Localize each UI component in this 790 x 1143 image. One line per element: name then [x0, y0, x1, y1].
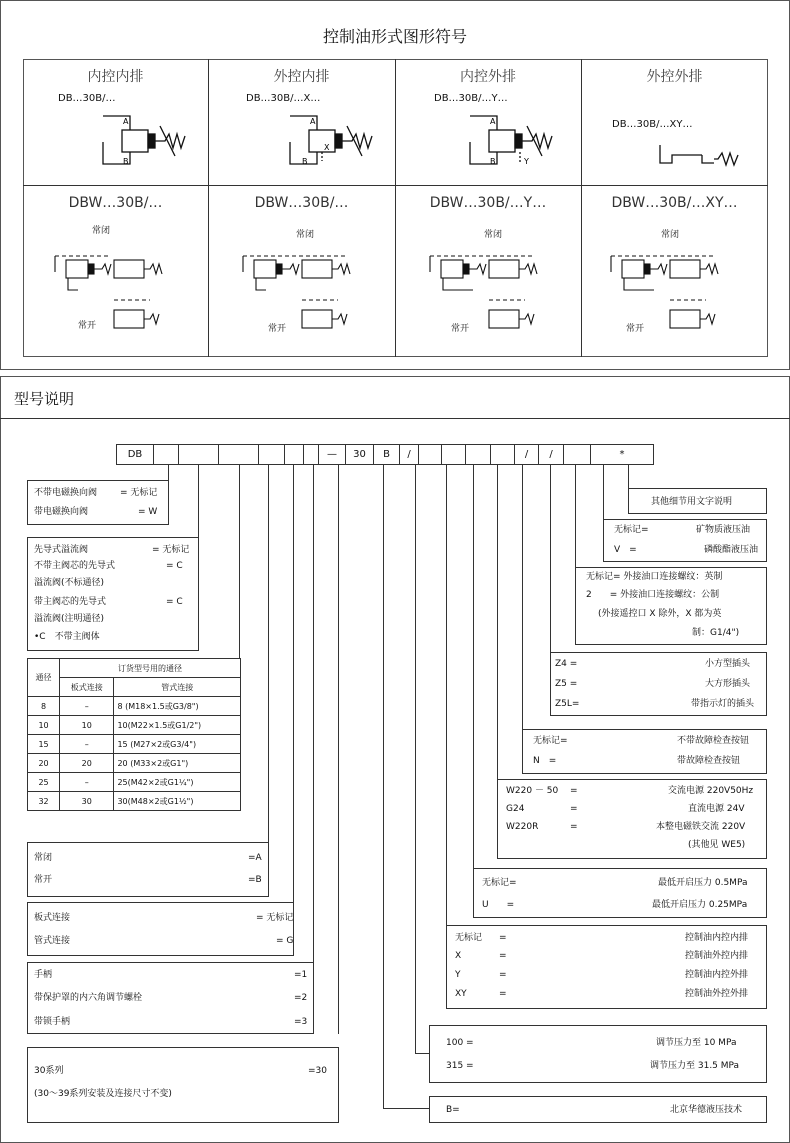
- option-label: 常闭: [34, 853, 53, 863]
- svg-text:A: A: [310, 117, 316, 126]
- option-label: 2 = 外接油口连接螺纹：公制: [586, 590, 720, 600]
- option-label: •C 不带主阀体: [34, 632, 100, 642]
- option-eq: =: [499, 951, 507, 961]
- table-cell: 10(M22×1.5或G1/2"): [114, 716, 241, 735]
- sym-code: DB…30B/…Y…: [434, 93, 508, 104]
- option-label: B=: [446, 1105, 460, 1115]
- option-label: Z5L=: [555, 699, 580, 709]
- code-segment: [284, 444, 304, 465]
- code-segment: 30: [345, 444, 374, 465]
- option-label: 板式连接: [34, 913, 71, 923]
- option-value: 北京华德液压技术: [670, 1105, 743, 1115]
- option-value: 矿物质液压油: [696, 525, 751, 535]
- connector: [268, 465, 269, 843]
- port-a-label: A: [123, 117, 129, 126]
- option-value: 不带故障检查按钮: [677, 736, 750, 746]
- table-cell: 25: [28, 773, 60, 792]
- solenoid-valve-symbol-3: [425, 238, 555, 338]
- option-value: =30: [308, 1066, 327, 1076]
- table-cell: 15 (M27×2或G3/4"): [114, 735, 241, 754]
- option-label: U =: [482, 900, 515, 910]
- size-table: [27, 658, 241, 811]
- option-eq: =: [499, 989, 507, 999]
- option-value: =A: [248, 853, 262, 863]
- relief-valve-symbol-4: [652, 135, 752, 175]
- table-cell: –: [60, 773, 114, 792]
- option-value: 控制油内控内排: [685, 933, 749, 943]
- table-row: [28, 735, 241, 754]
- option-value: =2: [294, 993, 308, 1003]
- col-diameter: 通径: [28, 659, 60, 697]
- option-label: (外接遥控口 X 除外，X 都为英: [598, 609, 722, 619]
- option-label: Y: [455, 970, 461, 980]
- option-label: Z4 =: [555, 659, 578, 669]
- svg-text:Y: Y: [524, 157, 529, 166]
- option-label: 无标记: [455, 933, 483, 943]
- sym-header: 内控内排: [87, 69, 144, 85]
- option-value: 磷酸酯液压油: [704, 545, 759, 555]
- option-value: =3: [294, 1017, 308, 1027]
- option-value: 控制油外控内排: [685, 951, 749, 961]
- valve-state-box: [27, 842, 269, 897]
- emergency-box: [522, 729, 767, 774]
- option-value: = G: [276, 936, 294, 946]
- option-value: 直流电源 24V: [688, 804, 745, 814]
- relief-valve-symbol-3: [462, 106, 562, 172]
- option-label: 溢流阀(注明通径): [34, 614, 105, 624]
- option-value: = 无标记: [256, 913, 294, 923]
- table-row: [28, 792, 241, 811]
- option-value: 调节压力至 31.5 MPa: [650, 1061, 740, 1071]
- option-value: 最低开启压力 0.25MPa: [652, 900, 748, 910]
- code-segment: /: [399, 444, 419, 465]
- connector: [575, 465, 576, 567]
- table-cell: 15: [28, 735, 60, 754]
- sym-code: DB…30B/…: [58, 93, 116, 104]
- option-label: N =: [533, 756, 557, 766]
- normally-open-label: 常开: [451, 324, 470, 334]
- option-label: 无标记=: [482, 878, 517, 888]
- code-segment: [418, 444, 442, 465]
- connector: [628, 465, 629, 488]
- option-value: 调节压力至 10 MPa: [656, 1038, 737, 1048]
- normally-closed-label: 常闭: [92, 226, 111, 236]
- option-value: 小方型插头: [705, 659, 751, 669]
- connector: [239, 465, 240, 658]
- svg-text:X: X: [324, 143, 330, 152]
- relief-valve-symbol-1: [95, 106, 195, 172]
- code-segment: [153, 444, 179, 465]
- option-value: 控制油外控外排: [685, 989, 749, 999]
- connector: [497, 465, 498, 782]
- table-cell: –: [60, 735, 114, 754]
- table-row: [28, 754, 241, 773]
- model-title: 型号说明: [14, 390, 75, 408]
- connection-box: [27, 902, 294, 956]
- option-label: 先导式溢流阀: [34, 545, 89, 555]
- code-segment: [258, 444, 285, 465]
- option-eq: =: [499, 933, 507, 943]
- table-row: [28, 716, 241, 735]
- option-value: = W: [138, 507, 158, 517]
- solenoid-valve-symbol-1: [50, 238, 180, 338]
- option-label: XY: [455, 989, 467, 999]
- normally-closed-label: 常闭: [661, 230, 680, 240]
- option-value: = C: [166, 597, 183, 607]
- option-label: 溢流阀(不标通径): [34, 578, 105, 588]
- connector: [415, 465, 416, 1054]
- solenoid-valve-symbol-2: [238, 238, 368, 338]
- option-value: = C: [166, 561, 183, 571]
- table-cell: 32: [28, 792, 60, 811]
- control-box: [446, 925, 767, 1009]
- normally-open-label: 常开: [78, 321, 97, 331]
- sym-header: 内控外排: [460, 69, 516, 85]
- sym-header: 外控外排: [646, 69, 703, 85]
- maker-box: [429, 1096, 767, 1123]
- sym-code: DB…30B/…X…: [246, 93, 321, 104]
- relief-valve-symbol-2: [282, 106, 382, 172]
- option-label: 带锁手柄: [34, 1017, 71, 1027]
- option-label: 30系列: [34, 1066, 64, 1076]
- option-value: = 无标记: [152, 545, 190, 555]
- normally-closed-label: 常闭: [484, 230, 503, 240]
- connector: [383, 465, 384, 1109]
- option-label: 带主阀芯的先导式: [34, 597, 107, 607]
- fluid-box: [603, 519, 767, 562]
- col-pipe: 管式连接: [114, 678, 241, 697]
- connector: [550, 465, 551, 652]
- table-row: [28, 697, 241, 716]
- table-cell: 30: [60, 792, 114, 811]
- code-segment: [465, 444, 491, 465]
- option-label: 常开: [34, 875, 53, 885]
- option-label: 制：G1/4"): [692, 628, 740, 638]
- table-cell: 25(M42×2或G1¼"): [114, 773, 241, 792]
- option-label: 管式连接: [34, 936, 71, 946]
- option-value: (其他见 WE5): [688, 840, 746, 850]
- option-value: 控制油内控外排: [685, 970, 749, 980]
- option-label: Z5 =: [555, 679, 578, 689]
- thread-box: [575, 567, 767, 645]
- option-label: 无标记=: [614, 525, 649, 535]
- table-cell: 10: [28, 716, 60, 735]
- option-label: (30～39系列安装及连接尺寸不变): [34, 1089, 172, 1099]
- svg-text:A: A: [490, 117, 496, 126]
- adjust-box: [27, 962, 314, 1034]
- sym-code: DBW…30B/…XY…: [611, 195, 738, 211]
- option-label: 无标记=: [533, 736, 568, 746]
- option-label: 不带主阀芯的先导式: [34, 561, 116, 571]
- option-value: 最低开启压力 0.5MPa: [658, 878, 748, 888]
- code-segment: DB: [116, 444, 154, 465]
- option-eq: =: [499, 970, 507, 980]
- col-group: 订货型号用的通径: [60, 659, 241, 678]
- option-value: =1: [294, 970, 308, 980]
- code-segment: /: [538, 444, 564, 465]
- connector: [473, 465, 474, 873]
- table-cell: –: [60, 697, 114, 716]
- model-title-rule: [0, 418, 790, 419]
- code-segment: —: [318, 444, 346, 465]
- sym-header: 外控内排: [273, 69, 330, 85]
- code-segment: B: [373, 444, 400, 465]
- pressure-box: [429, 1025, 767, 1083]
- table-row: [28, 773, 241, 792]
- svg-text:B: B: [490, 157, 496, 166]
- table-cell: 30(M48×2或G1½"): [114, 792, 241, 811]
- code-segment: [178, 444, 219, 465]
- option-value: = 无标记: [120, 488, 158, 498]
- electromagnetic-box: [27, 480, 169, 525]
- power-box: [497, 779, 767, 859]
- connector: [415, 1053, 429, 1054]
- option-label: 315 =: [446, 1061, 474, 1071]
- port-b-label: B: [123, 157, 129, 166]
- option-value: 带故障检查按钮: [677, 756, 741, 766]
- option-value: 本整电磁铁交流 220V: [656, 822, 746, 832]
- option-label: 带保护罩的内六角调节螺栓: [34, 993, 143, 1003]
- option-label: 无标记= 外接油口连接螺纹：英制: [586, 572, 723, 582]
- connector: [338, 465, 339, 1034]
- sym-code: DBW…30B/…Y…: [429, 195, 547, 211]
- normally-open-label: 常开: [268, 324, 287, 334]
- code-segment: [441, 444, 466, 465]
- option-value: =B: [248, 875, 262, 885]
- normally-open-label: 常开: [626, 324, 645, 334]
- normally-closed-label: 常闭: [296, 230, 315, 240]
- connector: [293, 465, 294, 902]
- other-box: [628, 488, 767, 514]
- size-table-box: [27, 658, 241, 827]
- table-cell: 20: [28, 754, 60, 773]
- series-box: [27, 1047, 339, 1123]
- svg-text:B: B: [302, 157, 308, 166]
- option-label: V =: [614, 545, 637, 555]
- symbols-title: 控制油形式图形符号: [322, 27, 467, 46]
- option-label: 100 =: [446, 1038, 474, 1048]
- option-label: W220 － 50: [506, 786, 559, 796]
- code-segment: /: [514, 444, 539, 465]
- option-label: 不带电磁换向阀: [34, 488, 98, 498]
- option-value: 大方形插头: [705, 679, 751, 689]
- code-segment: [563, 444, 591, 465]
- option-label: 手柄: [34, 970, 53, 980]
- table-cell: 20 (M33×2或G1"): [114, 754, 241, 773]
- code-segment: [490, 444, 515, 465]
- option-eq: =: [570, 822, 578, 832]
- opening-box: [473, 868, 767, 918]
- connector: [522, 465, 523, 733]
- sym-code: DBW…30B/…: [254, 195, 349, 211]
- code-segment: *: [590, 444, 654, 465]
- option-label: G24: [506, 804, 525, 814]
- connector: [446, 465, 447, 925]
- pilot-box: [27, 537, 199, 651]
- code-segment: [303, 444, 319, 465]
- connector: [603, 465, 604, 519]
- option-value: 交流电源 220V50Hz: [668, 786, 754, 796]
- option-label: W220R: [506, 822, 539, 832]
- table-cell: 10: [60, 716, 114, 735]
- sym-code: DBW…30B/…: [68, 195, 163, 211]
- plug-box: [550, 652, 767, 716]
- option-value: 带指示灯的插头: [691, 699, 755, 709]
- connector: [313, 465, 314, 962]
- col-plate: 板式连接: [60, 678, 114, 697]
- solenoid-valve-symbol-4: [606, 238, 736, 338]
- option-eq: =: [570, 786, 578, 796]
- option-label: X: [455, 951, 462, 961]
- code-segment: [218, 444, 259, 465]
- option-label: 其他细节用文字说明: [651, 497, 733, 507]
- option-eq: =: [570, 804, 578, 814]
- sym-code: DB…30B/…XY…: [612, 119, 693, 130]
- option-label: 带电磁换向阀: [34, 507, 89, 517]
- table-cell: 8: [28, 697, 60, 716]
- connector: [383, 1108, 430, 1109]
- table-cell: 20: [60, 754, 114, 773]
- table-cell: 8 (M18×1.5或G3/8"): [114, 697, 241, 716]
